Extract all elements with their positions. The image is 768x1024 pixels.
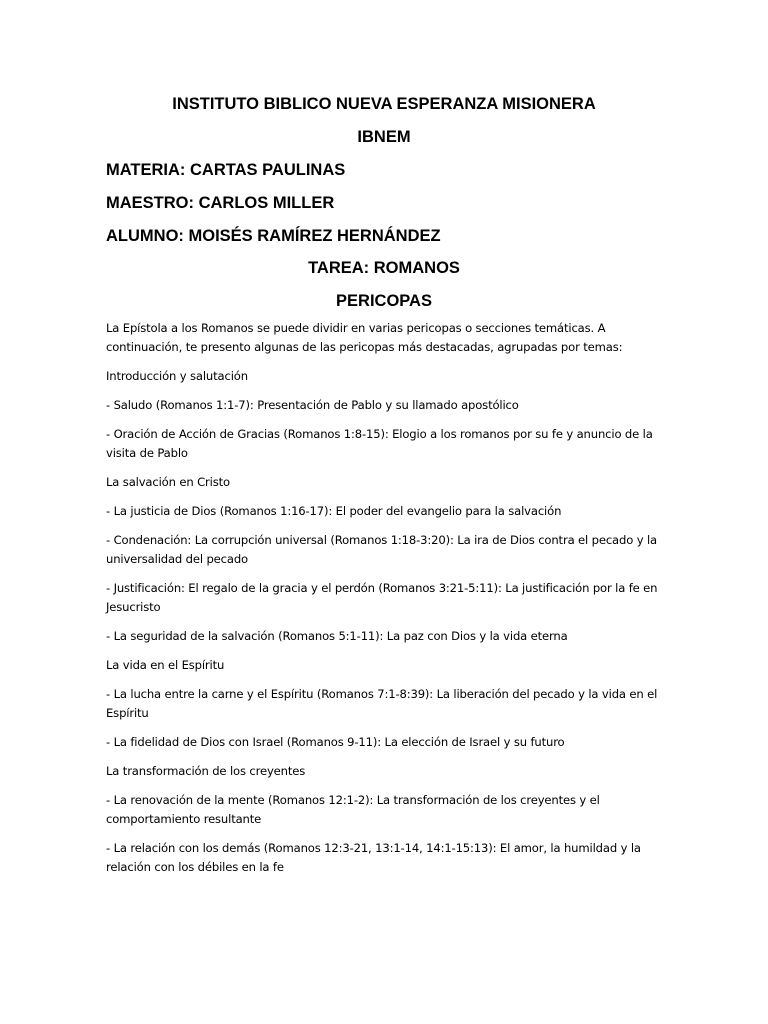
- section-heading: La salvación en Cristo: [106, 475, 230, 489]
- section-heading: Introducción y salutación: [106, 369, 248, 383]
- list-item: - La justicia de Dios (Romanos 1:16-17): El poder del evangelio para la salvación: [106, 504, 562, 518]
- title-block: [106, 94, 662, 147]
- list-item: - Condenación: La corrupción universal (Romanos 1:18-3:20): La ira de Dios contra el pecado y la universalidad del pecado: [106, 533, 657, 566]
- document-page: [106, 92, 662, 877]
- maestro-line: MAESTRO: CARLOS MILLER: [106, 194, 335, 212]
- materia-line: MATERIA: CARTAS PAULINAS: [106, 161, 346, 179]
- intro-paragraph: La Epístola a los Romanos se puede dividir en varias pericopas o secciones temáticas. A continuación, te presento algunas de las pericopas más destacadas, agrupadas por temas:: [106, 321, 623, 354]
- section-heading: La vida en el Espíritu: [106, 658, 225, 672]
- alumno-line: ALUMNO: MOISÉS RAMÍREZ HERNÁNDEZ: [106, 227, 441, 245]
- section-heading: La transformación de los creyentes: [106, 764, 306, 778]
- list-item: - La lucha entre la carne y el Espíritu (Romanos 7:1-8:39): La liberación del pecado y la vida en el Espíritu: [106, 687, 658, 720]
- institute-acronym: IBNEM: [357, 128, 411, 146]
- list-item: - La relación con los demás (Romanos 12:3-21, 13:1-14, 14:1-15:13): El amor, la humildad y la relación con los débiles en la fe: [106, 841, 641, 874]
- pericopas-subtitle: PERICOPAS: [336, 292, 432, 310]
- list-item: - Saludo (Romanos 1:1-7): Presentación de Pablo y su llamado apostólico: [106, 398, 519, 412]
- list-item: - La fidelidad de Dios con Israel (Romanos 9-11): La elección de Israel y su futuro: [106, 735, 565, 749]
- list-item: - Oración de Acción de Gracias (Romanos 1:8-15): Elogio a los romanos por su fe y anuncio de la visita de Pablo: [106, 427, 653, 460]
- document-body: [106, 319, 662, 877]
- institute-title: INSTITUTO BIBLICO NUEVA ESPERANZA MISIONERA: [172, 95, 596, 113]
- list-item: - Justificación: El regalo de la gracia y el perdón (Romanos 3:21-5:11): La justificación por la fe en Jesucristo: [106, 581, 658, 614]
- list-item: - La seguridad de la salvación (Romanos 5:1-11): La paz con Dios y la vida eterna: [106, 629, 568, 643]
- tarea-title: TAREA: ROMANOS: [308, 259, 460, 277]
- list-item: - La renovación de la mente (Romanos 12:1-2): La transformación de los creyentes y el comportamiento resultante: [106, 793, 600, 826]
